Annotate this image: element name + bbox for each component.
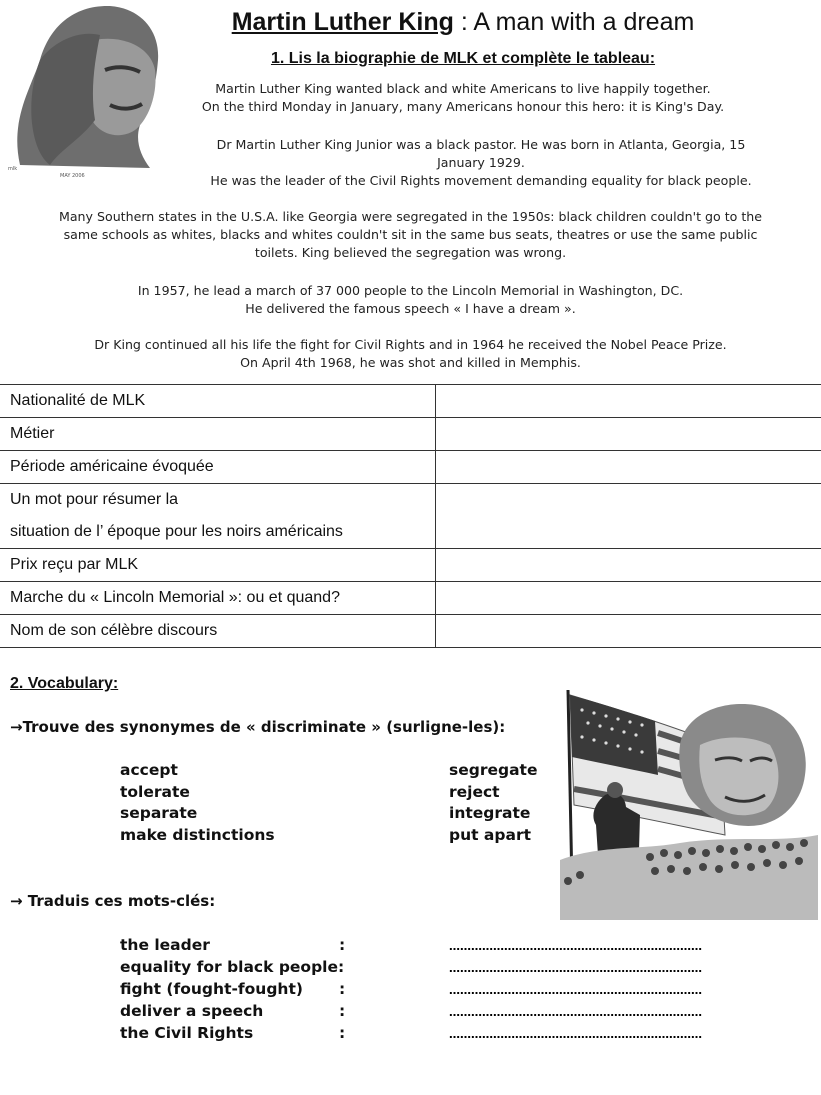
svg-text:MAY 2006: MAY 2006 <box>60 173 85 179</box>
keyword-term: equality for black people: <box>120 958 345 976</box>
bio-paragraph-1 <box>175 80 751 116</box>
answer-cell[interactable] <box>436 615 821 648</box>
keyword-list <box>120 934 770 1044</box>
answer-cell[interactable] <box>436 418 821 451</box>
bio-line: toilets. King believed the segregation was wrong. <box>254 245 567 260</box>
keyword-colon: : <box>339 980 346 998</box>
answer-line[interactable]: …………………………………………………………… <box>449 1028 702 1041</box>
answer-line[interactable]: …………………………………………………………… <box>449 1006 702 1019</box>
bio-paragraph-2 <box>175 136 787 190</box>
bio-paragraph-3 <box>0 208 821 262</box>
table-row <box>0 418 821 451</box>
answer-line[interactable]: …………………………………………………………… <box>449 962 702 975</box>
bio-line: On the third Monday in January, many Americans honour this hero: it is King's Day. <box>201 99 725 114</box>
keyword-row <box>120 978 770 1000</box>
keyword-term: deliver a speech <box>120 1002 264 1020</box>
bio-line: January 1929. <box>437 155 525 170</box>
synonyms-instruction: →Trouve des synonymes de « discriminate » (surligne-les): <box>10 718 506 736</box>
answer-cell[interactable] <box>436 484 821 549</box>
bio-line: Martin Luther King wanted black and white Americans to live happily together. <box>215 81 711 96</box>
keyword-row <box>120 934 770 956</box>
word-item[interactable]: segregate <box>449 761 538 779</box>
table-row <box>0 615 821 648</box>
answer-cell[interactable] <box>436 582 821 615</box>
bio-line: Dr King continued all his life the fight for Civil Rights and in 1964 he received the Nobel Peace Prize. <box>94 337 727 352</box>
word-item[interactable]: make distinctions <box>120 825 275 844</box>
keyword-colon: : <box>339 1002 346 1020</box>
section-2-heading: 2. Vocabulary: <box>10 675 119 692</box>
row-label: Nationalité de MLK <box>0 385 436 418</box>
answer-line[interactable]: …………………………………………………………… <box>449 940 702 953</box>
keyword-row <box>120 1022 770 1044</box>
table-row <box>0 484 821 549</box>
keyword-row <box>120 956 770 978</box>
title-name: Martin Luther King <box>231 8 454 36</box>
bio-line: Dr Martin Luther King Junior was a black pastor. He was born in Atlanta, Georgia, 15 <box>216 137 746 152</box>
table-row <box>0 385 821 418</box>
word-item[interactable]: integrate <box>449 804 531 822</box>
svg-text:mlk: mlk <box>8 166 18 172</box>
word-item[interactable]: reject <box>449 782 500 801</box>
bio-line: He delivered the famous speech « I have a dream ». <box>245 301 576 316</box>
keyword-colon: : <box>339 936 346 954</box>
table-row <box>0 451 821 484</box>
keyword-row <box>120 1000 770 1022</box>
bio-line: On April 4th 1968, he was shot and killed in Memphis. <box>240 355 581 370</box>
page-title <box>175 6 751 38</box>
mlk-flag-illustration <box>560 685 818 920</box>
bio-paragraph-5 <box>0 336 821 372</box>
row-label: Un mot pour résumer la situation de l’ époque pour les noirs américains <box>0 484 436 549</box>
word-item[interactable]: tolerate <box>120 782 190 801</box>
section-1-heading: 1. Lis la biographie de MLK et complète le tableau: <box>270 50 656 67</box>
table-row <box>0 549 821 582</box>
answer-cell[interactable] <box>436 549 821 582</box>
keyword-term: the leader <box>120 936 210 954</box>
biography-table <box>0 384 821 648</box>
answer-line[interactable]: …………………………………………………………… <box>449 984 702 997</box>
row-label: Métier <box>0 418 436 451</box>
row-label: Marche du « Lincoln Memorial »: ou et quand? <box>0 582 436 615</box>
bio-line: In 1957, he lead a march of 37 000 people to the Lincoln Memorial in Washington, DC. <box>137 283 684 298</box>
keyword-term: the Civil Rights <box>120 1024 254 1042</box>
table-row <box>0 582 821 615</box>
row-label: Prix reçu par MLK <box>0 549 436 582</box>
bio-paragraph-4 <box>0 282 821 318</box>
title-rest: : A man with a dream <box>453 8 695 36</box>
word-item[interactable]: separate <box>120 804 198 822</box>
keyword-term: fight (fought-fought) <box>120 980 303 998</box>
translate-instruction: → Traduis ces mots-clés: <box>10 892 216 910</box>
left-word-list <box>120 760 275 846</box>
answer-cell[interactable] <box>436 451 821 484</box>
right-word-list <box>449 760 537 846</box>
bio-line: same schools as whites, blacks and whites couldn't sit in the same bus seats, theatres or use the same public <box>63 227 758 242</box>
row-label: Période américaine évoquée <box>0 451 436 484</box>
row-label: Nom de son célèbre discours <box>0 615 436 648</box>
word-item[interactable]: accept <box>120 761 178 779</box>
mlk-portrait-image <box>0 0 175 180</box>
bio-line: He was the leader of the Civil Rights movement demanding equality for black people. <box>210 173 752 188</box>
word-item[interactable]: put apart <box>449 825 532 844</box>
answer-cell[interactable] <box>436 385 821 418</box>
keyword-colon: : <box>339 1024 346 1042</box>
bio-line: Many Southern states in the U.S.A. like Georgia were segregated in the 1950s: black children couldn't go to the <box>58 209 763 224</box>
